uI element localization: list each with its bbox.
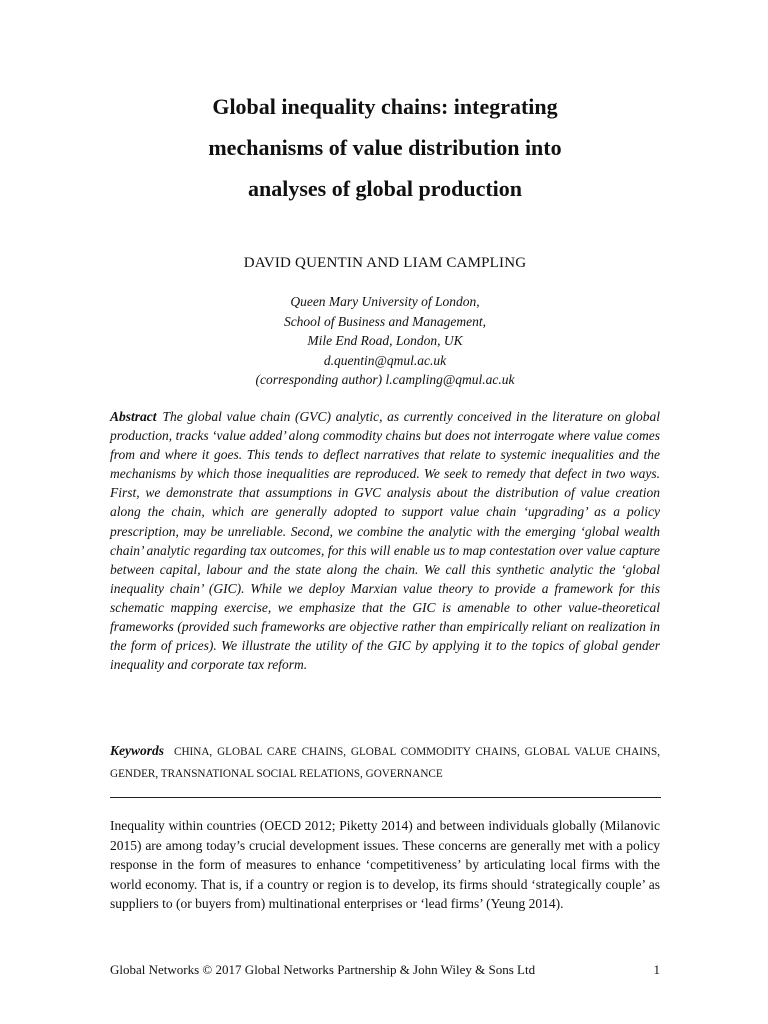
keywords-text: CHINA, GLOBAL CARE CHAINS, GLOBAL COMMODITY CHAINS, GLOBAL VALUE CHAINS, GENDER, TRANSNATIONAL SOCIAL RELATIONS, GOVERNANCE xyxy=(110,746,660,780)
title-line: mechanisms of value distribution into xyxy=(208,135,562,160)
section-divider xyxy=(110,797,661,798)
paper-title xyxy=(110,86,660,209)
affiliation-block xyxy=(110,292,660,390)
title-line: Global inequality chains: integrating xyxy=(212,94,558,119)
affiliation-email: d.quentin@qmul.ac.uk xyxy=(323,352,447,368)
abstract-text: The global value chain (GVC) analytic, as currently conceived in the literature on global production, tracks ‘value added’ along commodity chains but does not interrogate where value comes from and where it goes. This tends to deflect narratives that relate to systemic inequalities and the mechanisms by which those inequalities are reproduced. We seek to remedy that defect in two ways. First, we demonstrate that assumptions in GVC analysis about the distribution of value creation along the chain, which are generally adopted to support value chain ‘upgrading’ as a policy prescription, may be unreliable. Second, we combine the analytic with the emerging ‘global wealth chain’ analytic regarding tax outcomes, for this will enable us to map contestation over value capture between capital, labour and the state along the chain. We call this synthetic analytic the ‘global inequality chain’ (GIC). While we deploy Marxian value theory to provide a framework for this schematic mapping exercise, we emphasize that the GIC is amenable to other value-theoretical frameworks (provided such frameworks are objective rather than empirically reliant on realization in the form of prices). We illustrate the utility of the GIC by applying it to the topics of global gender inequality and corporate tax reform. xyxy=(110,409,660,673)
author-names: DAVID QUENTIN AND LIAM CAMPLING xyxy=(243,255,527,271)
footer-copyright: Global Networks © 2017 Global Networks Partnership & John Wiley & Sons Ltd xyxy=(110,962,536,977)
title-line: analyses of global production xyxy=(247,176,523,201)
keywords-label: Keywords xyxy=(110,743,164,758)
affiliation-email: (corresponding author) l.campling@qmul.ac.uk xyxy=(255,372,515,387)
affiliation-line: Queen Mary University of London, xyxy=(290,294,480,309)
body-paragraph: Inequality within countries (OECD 2012; Piketty 2014) and between individuals globally (Milanovic 2015) are among today’s crucial development issues. These concerns are generally met with a policy response in the form of measures to enhance ‘competitiveness’ by articulating local firms with the world economy. That is, if a country or region is to develop, its firms should ‘strategically couple’ as suppliers to (or buyers from) multinational enterprises or ‘lead firms’ (Yeung 2014). xyxy=(110,818,660,912)
keywords xyxy=(110,740,660,785)
page-number: 1 xyxy=(653,962,660,977)
abstract-label: Abstract xyxy=(110,409,157,424)
affiliation-line: Mile End Road, London, UK xyxy=(307,333,463,348)
abstract xyxy=(110,407,660,674)
affiliation-line: School of Business and Management, xyxy=(283,313,487,329)
